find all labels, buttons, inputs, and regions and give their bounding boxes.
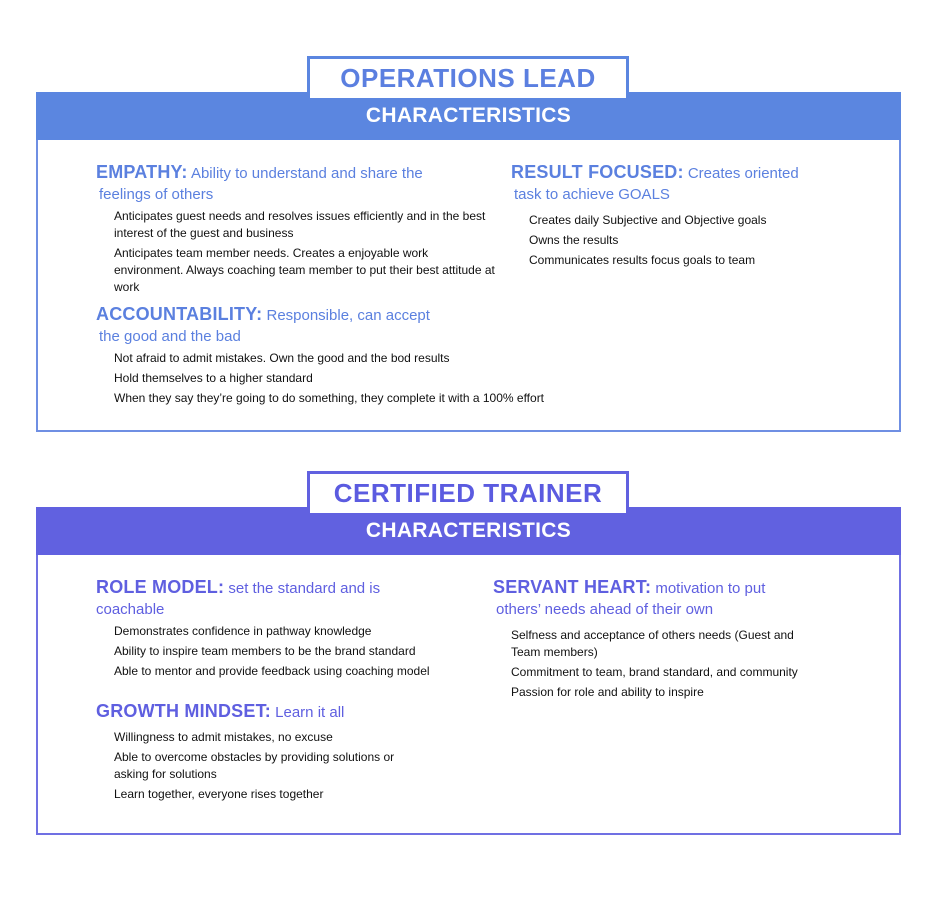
section-description: Ability to understand and share the xyxy=(190,165,423,182)
list-item: Able to overcome obstacles by providing solutions or asking for solutions xyxy=(114,750,395,781)
certified-trainer-subtitle-band xyxy=(36,507,901,555)
list-item: Ability to inspire team members to be the brand standard xyxy=(114,644,416,658)
list-item: Willingness to admit mistakes, no excuse xyxy=(114,730,333,744)
section-servant-heart xyxy=(493,577,823,701)
list-item: Not afraid to admit mistakes. Own the good and the bod results xyxy=(114,351,450,365)
list-item: Able to mentor and provide feedback using coaching model xyxy=(114,664,430,678)
list-item: Communicates results focus goals to team xyxy=(529,253,756,267)
section-item-list xyxy=(96,729,416,803)
section-result-focused xyxy=(511,162,851,269)
section-description: coachable xyxy=(96,601,165,618)
section-description: Creates oriented xyxy=(687,165,799,182)
section-description: task to achieve GOALS xyxy=(514,186,670,203)
section-heading xyxy=(511,162,851,205)
section-description: the good and the bad xyxy=(99,328,241,345)
section-heading xyxy=(96,162,496,205)
section-item-list xyxy=(493,627,823,701)
section-description: feelings of others xyxy=(99,186,214,203)
list-item: Owns the results xyxy=(529,233,619,247)
section-title: ROLE MODEL: xyxy=(96,577,225,597)
section-title: RESULT FOCUSED: xyxy=(511,162,684,182)
section-description: motivation to put xyxy=(655,580,766,597)
section-description: set the standard and is xyxy=(228,580,381,597)
list-item: Anticipates team member needs. Creates a enjoyable work environment. Always coaching team member to put their best attitude at work xyxy=(114,246,495,294)
section-description: others’ needs ahead of their own xyxy=(496,601,714,618)
operations-lead-subtitle-band xyxy=(36,92,901,140)
section-item-list xyxy=(511,212,851,269)
operations-lead-title: OPERATIONS LEAD xyxy=(307,56,629,98)
list-item: Learn together, everyone rises together xyxy=(114,787,324,801)
section-empathy xyxy=(96,162,496,296)
list-item: Selfness and acceptance of others needs (Guest and Team members) xyxy=(511,628,794,659)
section-heading xyxy=(493,577,823,620)
list-item: Anticipates guest needs and resolves issues efficiently and in the best interest of the guest and business xyxy=(114,209,486,240)
section-role-model xyxy=(96,577,436,680)
certified-trainer-title: CERTIFIED TRAINER xyxy=(307,471,629,513)
section-description: Learn it all xyxy=(275,704,345,721)
section-item-list xyxy=(96,208,496,296)
section-item-list xyxy=(96,350,636,407)
section-item-list xyxy=(96,623,436,680)
list-item: Creates daily Subjective and Objective goals xyxy=(529,213,767,227)
section-heading xyxy=(96,701,416,723)
section-heading xyxy=(96,304,636,347)
section-title: ACCOUNTABILITY: xyxy=(96,304,263,324)
list-item: Demonstrates confidence in pathway knowledge xyxy=(114,624,372,638)
section-accountability xyxy=(96,304,636,407)
certified-trainer-subtitle: CHARACTERISTICS xyxy=(365,519,572,542)
operations-lead-subtitle: CHARACTERISTICS xyxy=(365,104,572,127)
section-growth-mindset xyxy=(96,701,416,803)
list-item: Passion for role and ability to inspire xyxy=(511,685,704,699)
list-item: Commitment to team, brand standard, and community xyxy=(511,665,798,679)
section-description: Responsible, can accept xyxy=(266,307,430,324)
section-title: EMPATHY: xyxy=(96,162,188,182)
section-title: SERVANT HEART: xyxy=(493,577,652,597)
section-title: GROWTH MINDSET: xyxy=(96,701,271,721)
section-heading xyxy=(96,577,436,620)
operations-lead-panel xyxy=(36,56,901,432)
list-item: When they say they’re going to do something, they complete it with a 100% effort xyxy=(114,391,545,405)
certified-trainer-panel xyxy=(36,471,901,835)
list-item: Hold themselves to a higher standard xyxy=(114,371,313,385)
